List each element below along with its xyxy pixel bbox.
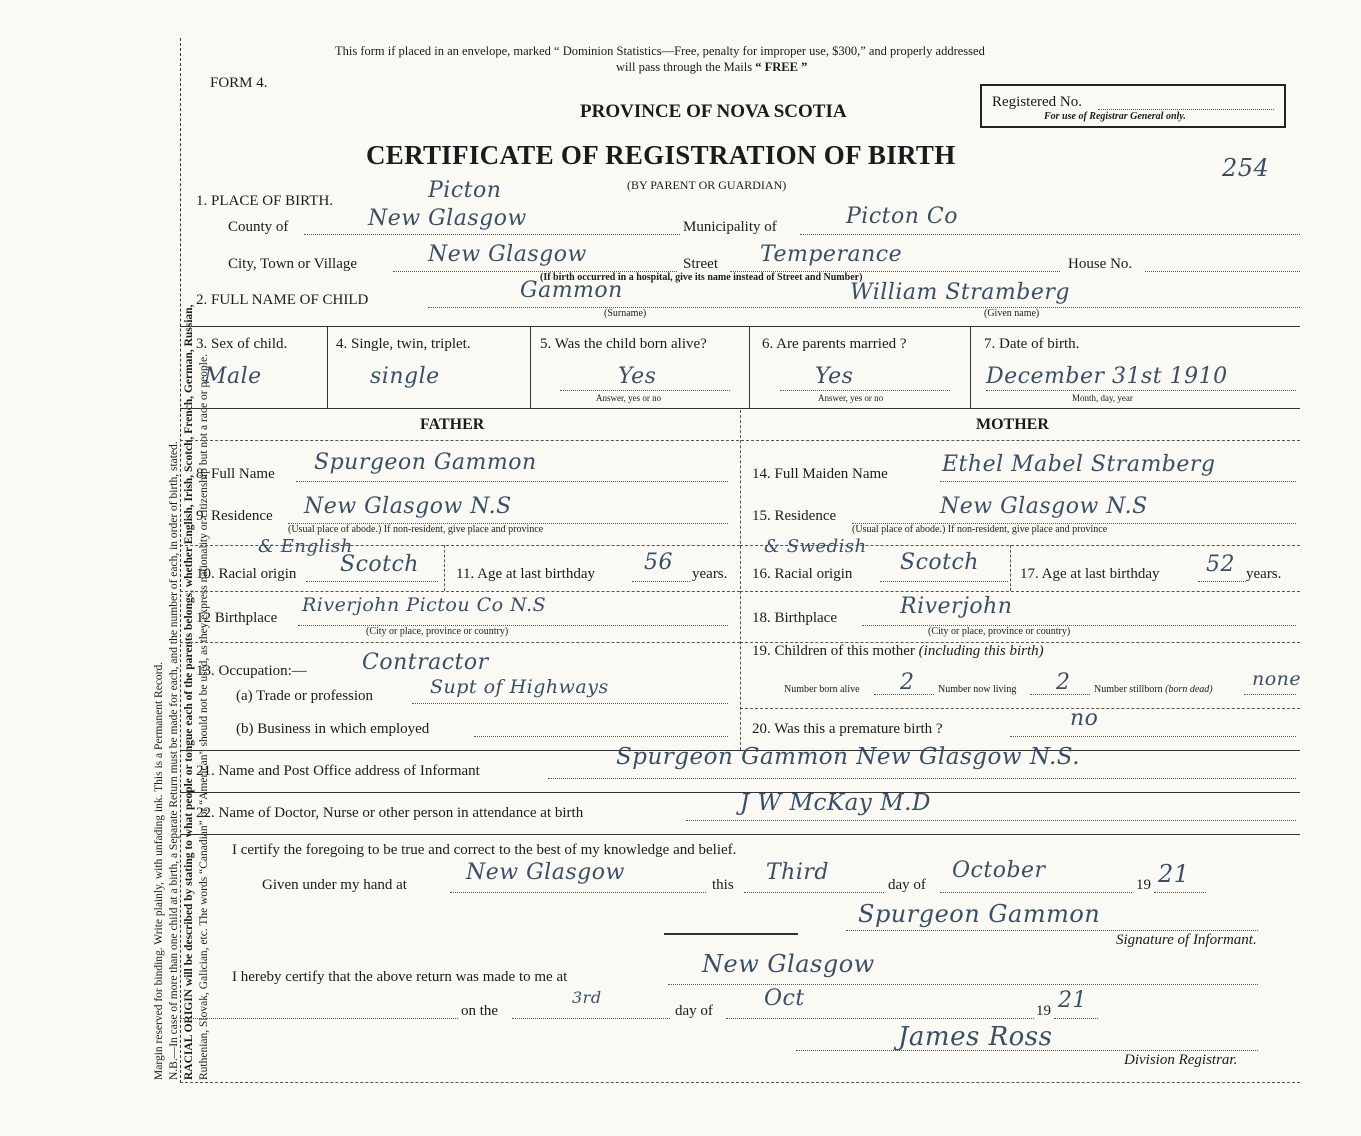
given-day: Third [766, 860, 829, 885]
registrar-signature: James Ross [898, 1022, 1053, 1052]
parents-married-line [780, 390, 950, 391]
bottom-border [180, 1082, 1300, 1083]
mother-maiden-name: Ethel Mabel Stramberg [942, 452, 1216, 477]
informant-signature-label: Signature of Informant. [1116, 932, 1257, 948]
doctor-label: 22. Name of Doctor, Nurse or other person in attendance at birth [196, 805, 584, 821]
premature-top-divider [740, 708, 1300, 709]
born-alive-count: 2 [900, 670, 915, 695]
mother-residence-note: (Usual place of abode.) If non-resident, give place and province [852, 524, 1108, 535]
given-name-caption: (Given name) [984, 308, 1040, 319]
mother-racial-origin: Scotch [900, 550, 979, 575]
mother-years-label: years. [1246, 566, 1282, 582]
mother-age: 52 [1206, 552, 1235, 577]
mother-residence: New Glasgow N.S [940, 494, 1148, 519]
father-birthplace-line [298, 625, 728, 626]
given-year-prefix: 19 [1136, 877, 1151, 893]
mother-birthplace: Riverjohn [900, 594, 1013, 619]
mother-heading: MOTHER [976, 416, 1049, 433]
father-heading: FATHER [420, 416, 485, 433]
registrar-day: 3rd [572, 988, 602, 1007]
premature-label: 20. Was this a premature birth ? [752, 721, 943, 737]
father-trade-line [412, 703, 728, 704]
certificate-subtitle: (BY PARENT OR GUARDIAN) [627, 178, 787, 192]
mail-notice-2: will pass through the Mails “ FREE ” [616, 60, 808, 74]
margin-note-1: Margin reserved for binding. Write plainly, with unfading ink. This is a Permanent Record. [153, 661, 165, 1080]
sex-value: Male [204, 364, 262, 389]
now-living-count-label: Number now living [938, 684, 1017, 695]
born-alive-note: Answer, yes or no [596, 393, 662, 403]
certify-text: I certify the foregoing to be true and correct to the best of my knowledge and belief. [232, 842, 737, 858]
date-of-birth-line [986, 390, 1296, 391]
house-no-label: House No. [1068, 256, 1133, 272]
registrar-year: 21 [1058, 988, 1087, 1013]
city-label: City, Town or Village [228, 256, 358, 272]
registrar-place-line [668, 984, 1258, 985]
margin-line [180, 38, 181, 1083]
father-age-divider [444, 545, 445, 591]
mother-birthplace-note: (City or place, province or country) [928, 626, 1071, 637]
parents-married-label: 6. Are parents married ? [762, 336, 907, 352]
given-year: 21 [1158, 860, 1190, 888]
registrar-place: New Glasgow [702, 950, 875, 978]
street-value: Temperance [760, 242, 903, 267]
date-of-birth-value: December 31st 1910 [986, 364, 1228, 389]
section-separator [664, 933, 798, 935]
registrar-text: I hereby certify that the above return was made to me at [232, 969, 568, 985]
mail-notice-1: This form if placed in an envelope, marked “ Dominion Statistics—Free, penalty for improper use, $300,” and properly addressed [335, 44, 985, 58]
stillborn-count: none [1252, 668, 1302, 690]
child-name-line [428, 307, 1300, 308]
city-value: New Glasgow [428, 242, 587, 267]
mother-name-line [940, 481, 1296, 482]
registrar-signature-line [796, 1050, 1258, 1051]
mother-age-label: 17. Age at last birthday [1020, 566, 1160, 582]
registered-no-note: For use of Registrar General only. [1044, 111, 1186, 122]
row3-top-border [180, 326, 1300, 327]
father-residence-note: (Usual place of abode.) If non-resident, give place and province [288, 524, 544, 535]
born-alive-value: Yes [618, 364, 657, 389]
stillborn-count-label: Number stillborn (born dead) [1094, 684, 1213, 695]
county-value: New Glasgow [368, 206, 527, 231]
father-birthplace-divider [180, 642, 740, 643]
registrar-year-prefix: 19 [1036, 1003, 1051, 1019]
father-racial-bottom-divider [180, 591, 740, 592]
municipality-label: Municipality of [683, 219, 777, 235]
father-name-label: 8. Full Name [196, 466, 275, 482]
single-value: single [370, 364, 440, 389]
now-living-count: 2 [1056, 670, 1071, 695]
given-month-line [940, 892, 1132, 893]
given-place: New Glasgow [466, 860, 625, 885]
father-trade: Supt of Highways [430, 676, 609, 698]
father-racial-line [306, 581, 438, 582]
registered-no-line [1098, 109, 1274, 110]
margin-note-4: Ruthenian, Slovak, Galician, etc. The words “Canadian” or “American” should not be used, as they express nationality or citizenship but not a race or people. [198, 354, 210, 1080]
mother-racial-prefix: & Swedish [764, 536, 867, 557]
mother-age-divider [1010, 545, 1011, 591]
informant-label: 21. Name and Post Office address of Informant [196, 763, 480, 779]
given-year-line [1154, 892, 1206, 893]
informant-line [548, 778, 1296, 779]
child-name-label: 2. FULL NAME OF CHILD [196, 292, 369, 308]
registrar-year-line [1054, 1018, 1098, 1019]
father-business-line [474, 736, 728, 737]
father-birthplace-note: (City or place, province or country) [366, 626, 509, 637]
premature-line [1010, 736, 1296, 737]
mother-age-line [1198, 581, 1246, 582]
given-place-line [450, 892, 706, 893]
mother-name-label: 14. Full Maiden Name [752, 466, 888, 482]
stillborn-count-line [1244, 694, 1296, 695]
handwritten-reg-number: 254 [1222, 154, 1270, 182]
born-alive-label: 5. Was the child born alive? [540, 336, 707, 352]
county-label: County of [228, 219, 289, 235]
province-title: PROVINCE OF NOVA SCOTIA [580, 101, 847, 122]
child-given-name: William Stramberg [850, 280, 1070, 305]
margin-note-3: RACIAL ORIGIN will be described by stating to what people or tongue each of the parents belongs, whether English, Irish, Scotch, French, German, Russian, [183, 304, 195, 1080]
informant-signature-line [846, 930, 1258, 931]
father-racial-label: 10. Racial origin [196, 566, 297, 582]
on-the-label: on the [461, 1003, 499, 1019]
doctor-value: J W McKay M.D [740, 790, 931, 816]
mother-racial-bottom-divider [740, 591, 1300, 592]
father-birthplace: Riverjohn Pictou Co N.S [302, 594, 547, 616]
street-label: Street [683, 256, 718, 272]
margin-note-2: N.B.—In case of more than one child at a birth, a Separate Return must be made for each, and the number of each, in order of birth, stated. [168, 441, 180, 1080]
registrar-left-line [180, 1018, 458, 1019]
row3-divider-2 [530, 326, 531, 408]
father-residence: New Glasgow N.S [304, 494, 512, 519]
registrar-month-line [726, 1018, 1034, 1019]
registrar-month: Oct [764, 986, 805, 1011]
father-name-line [296, 481, 728, 482]
father-trade-label: (a) Trade or profession [236, 688, 374, 704]
doctor-bottom-border [180, 834, 1300, 835]
this-label: this [712, 877, 734, 893]
row3-divider-3 [749, 326, 750, 408]
father-name: Spurgeon Gammon [314, 450, 537, 475]
registered-no-label: Registered No. [992, 94, 1082, 110]
father-age-line [632, 581, 690, 582]
born-alive-count-label: Number born alive [784, 684, 860, 695]
premature-value: no [1070, 706, 1099, 731]
day-of-label: day of [888, 877, 926, 893]
father-business-label: (b) Business in which employed [236, 721, 430, 737]
mother-birthplace-label: 18. Birthplace [752, 610, 837, 626]
mother-racial-line [880, 581, 1008, 582]
mother-racial-label: 16. Racial origin [752, 566, 853, 582]
parents-married-value: Yes [815, 364, 854, 389]
place-of-birth-label: 1. PLACE OF BIRTH. [196, 193, 334, 209]
date-of-birth-label: 7. Date of birth. [984, 336, 1080, 352]
father-racial-origin: Scotch [340, 552, 419, 577]
form-number: FORM 4. [210, 75, 268, 91]
given-day-line [744, 892, 884, 893]
father-birthplace-label: 12 Birthplace [196, 610, 278, 626]
given-under-label: Given under my hand at [262, 877, 407, 893]
father-racial-prefix: & English [258, 536, 353, 557]
row3-divider-4 [970, 326, 971, 408]
parents-married-note: Answer, yes or no [818, 393, 884, 403]
registrar-signature-label: Division Registrar. [1124, 1052, 1238, 1068]
father-residence-label: 9. Residence [196, 508, 273, 524]
parents-column-divider [740, 410, 741, 750]
certificate-title: CERTIFICATE OF REGISTRATION OF BIRTH [366, 140, 956, 170]
children-of-mother-label: 19. Children of this mother (including this birth) [752, 643, 1044, 659]
date-of-birth-note: Month, day, year [1072, 393, 1133, 403]
father-years-label: years. [692, 566, 728, 582]
municipality-line [800, 234, 1300, 235]
county-line [304, 234, 680, 235]
born-alive-line [560, 390, 730, 391]
single-label: 4. Single, twin, triplet. [336, 336, 471, 352]
surname-caption: (Surname) [604, 308, 647, 319]
father-occupation: Contractor [362, 650, 489, 675]
mother-residence-label: 15. Residence [752, 508, 837, 524]
sex-label: 3. Sex of child. [196, 336, 288, 352]
informant-signature: Spurgeon Gammon [858, 900, 1101, 928]
child-surname: Gammon [520, 278, 623, 303]
father-age-label: 11. Age at last birthday [456, 566, 595, 582]
row3-bottom-border [180, 408, 1300, 409]
house-no-line [1145, 271, 1300, 272]
father-occupation-label: 13. Occupation:— [196, 663, 307, 679]
registered-no-box [980, 84, 1286, 128]
doctor-line [686, 820, 1296, 821]
place-of-birth-value: Picton [428, 178, 502, 203]
municipality-value: Picton Co [846, 204, 958, 229]
informant-value: Spurgeon Gammon New Glasgow N.S. [616, 744, 1081, 770]
father-age: 56 [644, 550, 673, 575]
registrar-day-of-label: day of [675, 1003, 713, 1019]
given-month: October [952, 858, 1046, 883]
registrar-day-line [512, 1018, 670, 1019]
hospital-note: (If birth occurred in a hospital, give its name instead of Street and Number) [540, 272, 863, 283]
row3-divider-1 [327, 326, 328, 408]
